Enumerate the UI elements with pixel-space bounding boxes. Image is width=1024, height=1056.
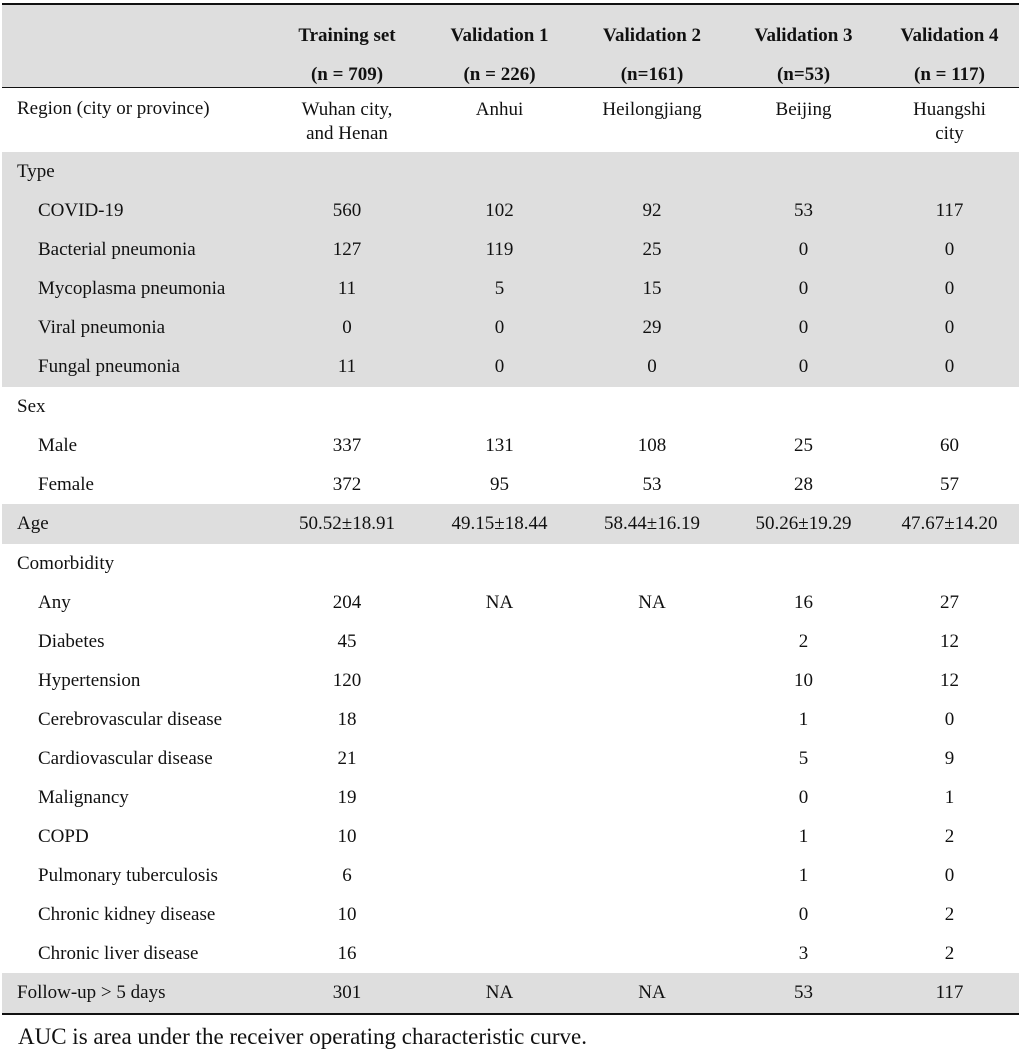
header-n: (n = 226) [463,64,536,85]
table-cell: 127 [332,238,362,260]
table-row-mycoplasma-pneumonia [2,269,1019,308]
header-n: (n = 117) [914,64,985,85]
table-cell: 1 [798,864,809,886]
table-cell: 50.26±19.29 [755,513,852,534]
table-cell: 53 [794,982,813,1003]
table-cell: 5 [494,277,505,299]
table-cell: NA [638,591,666,613]
table-cell: 3 [798,942,809,964]
table-cell: 50.52±18.91 [299,513,395,534]
table-cell: 53 [794,199,813,221]
table-cell: 0 [494,316,505,338]
table-cell: 28 [794,473,813,495]
table-row-covid-19 [2,191,1019,230]
table-cell: 16 [794,591,813,613]
table-cell: 2 [944,942,955,964]
row-label: Chronic kidney disease [38,903,216,925]
table-cell: 58.44±16.19 [604,513,700,534]
row-label: Malignancy [38,786,129,808]
table-cell: 1 [798,825,809,847]
table-cell: 45 [337,630,357,652]
table-cell: NA [485,982,514,1003]
table-cell: 9 [944,747,955,769]
table-cell: 120 [332,669,362,691]
row-label: COVID-19 [38,199,124,221]
table-cell: 47.67±14.20 [901,513,998,534]
table-cell: 12 [940,669,959,691]
table-cell: 0 [944,316,955,338]
row-label: Cerebrovascular disease [38,708,223,730]
table-cell: NA [485,591,514,613]
table-cell: 0 [944,356,955,377]
row-label: Fungal pneumonia [38,356,180,377]
header-validation-4 [880,5,1019,86]
table-cell: 102 [485,199,514,221]
table-row-chronic-kidney-disease [2,895,1019,934]
header-label: Validation 2 [602,25,702,46]
table-row-fungal-pneumonia [2,347,1019,387]
table-header-row [2,5,1019,87]
table-cell: 0 [647,356,657,377]
row-label: Chronic liver disease [38,942,199,964]
table-cell: 0 [944,864,955,886]
table-cell: 12 [940,630,959,652]
table-row-follow-up-5-days [2,973,1019,1013]
table-cell: Beijing [775,99,832,120]
row-label: Age [17,513,49,534]
table-cell: 0 [798,238,809,260]
row-label: Sex [17,395,46,417]
row-label: Diabetes [38,630,105,652]
table-cell: NA [638,982,666,1003]
header-label: Training set [298,25,396,46]
table-row-age [2,504,1019,544]
table-bottom-rule [2,1013,1019,1015]
table-cell: 119 [485,238,514,260]
table-row-region [2,88,1019,152]
table-cell: 117 [935,199,964,221]
table-cell: Anhui [475,99,524,120]
header-validation-2 [577,5,727,86]
row-label: Hypertension [38,669,141,691]
table-cell: 18 [337,708,357,730]
table-cell: 0 [798,277,809,299]
table-cell: 5 [798,747,809,769]
table-cell: 10 [794,669,813,691]
table-cell: 29 [642,316,662,338]
table-row-pulmonary-tuberculosis [2,856,1019,895]
row-label: Pulmonary tuberculosis [38,864,218,886]
table-row-cardiovascular-disease [2,739,1019,778]
header-validation-1 [422,5,577,86]
table-cell: 131 [485,434,514,456]
table-cell: 0 [798,903,809,925]
table-cell: 95 [490,473,509,495]
header-label: Validation 4 [900,25,999,46]
table-cell: 11 [337,356,357,377]
row-label: Male [38,434,78,456]
table-cell: 21 [337,747,357,769]
table-cell: 60 [940,434,959,456]
table-cell: 10 [337,903,357,925]
row-label: Female [38,473,94,495]
table-row-copd [2,817,1019,856]
header-label: Validation 1 [450,25,549,46]
table-cell: 301 [332,982,362,1003]
table-cell: 0 [494,356,505,377]
row-label: Comorbidity [17,552,115,574]
table-row-type [2,152,1019,191]
table-cell: 25 [794,434,813,456]
table-cell: 2 [944,825,955,847]
table-cell: 337 [332,434,362,456]
table-cell: 2 [798,630,809,652]
table-row-malignancy [2,778,1019,817]
header-label: Validation 3 [754,25,853,46]
table-cell: 10 [337,825,357,847]
table-cell: 0 [798,316,809,338]
table-cell: 372 [332,473,362,495]
row-label: Type [17,160,55,182]
table-cell: 92 [642,199,662,221]
table-cell: 53 [642,473,662,495]
table-row-sex [2,387,1019,426]
table-cell: 0 [798,786,809,808]
table-cell: Wuhan city, and Henan [301,99,393,144]
table-cell: 0 [944,238,955,260]
row-label: Region (city or province) [17,98,210,119]
table-row-any [2,583,1019,622]
row-label: Cardiovascular disease [38,747,213,769]
table-cell: 0 [798,356,809,377]
table-cell: 57 [940,473,959,495]
header-n: (n = 709) [310,64,384,85]
table-cell: Huangshi city [913,99,986,144]
table-cell: 27 [940,591,959,613]
table-cell: 49.15±18.44 [451,513,548,534]
table-row-female [2,465,1019,504]
table-cell: 16 [337,942,357,964]
table-cell: 560 [332,199,362,221]
table-cell: 204 [332,591,362,613]
table-cell: 0 [944,708,955,730]
table-row-diabetes [2,622,1019,661]
table-cell: 1 [798,708,809,730]
table-row-hypertension [2,661,1019,700]
table-cell: 0 [342,316,352,338]
row-label: COPD [38,825,89,847]
table-cell: 0 [944,277,955,299]
table-row-cerebrovascular-disease [2,700,1019,739]
table-row-viral-pneumonia [2,308,1019,347]
table-cell: 2 [944,903,955,925]
row-label: Bacterial pneumonia [38,238,196,260]
table-footnote: AUC is area under the receiver operating characteristic curve. [18,1024,587,1049]
header-training-set [272,5,422,86]
table-cell: 117 [935,982,964,1003]
table-cell: 6 [342,864,352,886]
table-row-male [2,426,1019,465]
table-cell: 15 [642,277,662,299]
row-label: Viral pneumonia [38,316,166,338]
table-body [2,152,1019,1013]
header-n: (n=161) [620,64,684,85]
table-cell: 19 [337,786,357,808]
table-cell: 25 [642,238,662,260]
header-validation-3 [727,5,880,86]
table-cell: 108 [637,434,667,456]
table-row-chronic-liver-disease [2,934,1019,973]
table-row-comorbidity [2,544,1019,583]
table-cell: Heilongjiang [602,99,702,120]
table-cell: 1 [944,786,955,808]
header-n: (n=53) [776,64,831,85]
table-row-bacterial-pneumonia [2,230,1019,269]
row-label: Follow-up > 5 days [17,982,166,1003]
data-table [2,3,1019,1015]
row-label: Mycoplasma pneumonia [38,277,226,299]
table-cell: 11 [337,277,357,299]
row-label: Any [38,591,71,613]
